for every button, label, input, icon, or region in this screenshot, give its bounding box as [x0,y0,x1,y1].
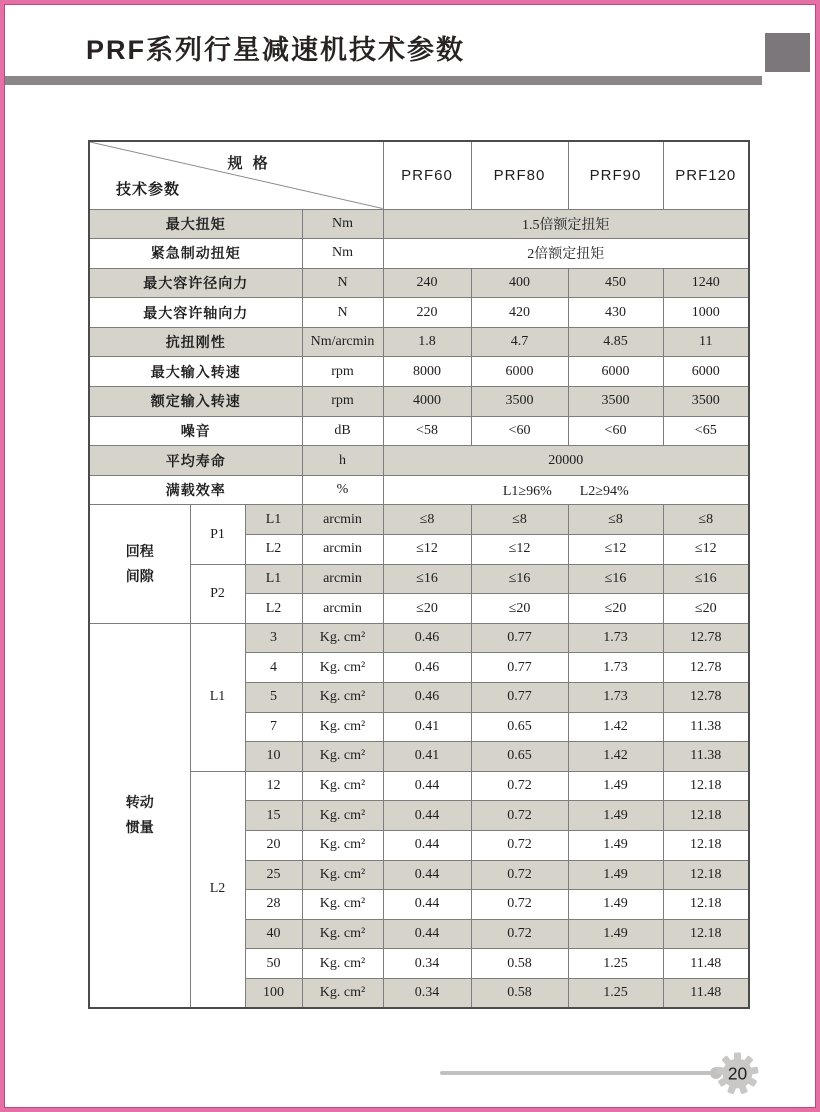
unit-cell: Kg. cm² [302,653,383,683]
value-cell: 0.46 [383,623,471,653]
unit-cell: arcmin [302,505,383,535]
unit-cell: Kg. cm² [302,949,383,979]
value-cell: 1240 [663,268,749,298]
value-cell: 4.85 [568,327,663,357]
value-cell: 420 [471,298,568,328]
param-label: 紧急制动扭矩 [89,239,302,269]
value-cell: 0.72 [471,890,568,920]
value-cell: ≤20 [471,594,568,624]
ratio-cell: 4 [245,653,302,683]
unit-cell: Kg. cm² [302,771,383,801]
value-cell: ≤8 [568,505,663,535]
value-cell: 12.78 [663,653,749,683]
value-cell: ≤12 [383,535,471,565]
grade-cell: P2 [190,564,245,623]
value-cell: 12.78 [663,623,749,653]
level-cell: L2 [245,594,302,624]
value-cell: 0.44 [383,830,471,860]
value-cell: 0.46 [383,683,471,713]
param-label: 满载效率 [89,475,302,505]
value-cell: 3500 [663,387,749,417]
value-cell: 12.18 [663,860,749,890]
section-label [89,505,190,623]
unit-cell: Kg. cm² [302,830,383,860]
value-cell: 12.18 [663,919,749,949]
value-cell: 20000 [383,446,749,476]
value-cell: 8000 [383,357,471,387]
param-label: 噪音 [89,416,302,446]
value-cell: 0.44 [383,801,471,831]
unit-cell: arcmin [302,535,383,565]
value-cell: L1≥96% L2≥94% [383,475,749,505]
value-cell: 0.72 [471,830,568,860]
param-label: 抗扭刚性 [89,327,302,357]
value-cell: ≤16 [471,564,568,594]
section-label [89,623,190,1008]
value-cell: 12.18 [663,890,749,920]
unit-cell: h [302,446,383,476]
unit-cell: N [302,268,383,298]
value-cell: 0.34 [383,949,471,979]
value-cell: 0.65 [471,712,568,742]
value-cell: <58 [383,416,471,446]
value-cell: 220 [383,298,471,328]
unit-cell: Kg. cm² [302,890,383,920]
value-cell: 1.49 [568,919,663,949]
value-cell: 12.18 [663,830,749,860]
ratio-cell: 3 [245,623,302,653]
ratio-cell: 100 [245,978,302,1008]
spec-table [88,140,750,1009]
value-cell: ≤20 [663,594,749,624]
param-label: 最大扭矩 [89,209,302,239]
unit-cell: % [302,475,383,505]
value-cell: <65 [663,416,749,446]
table-corner-cell [89,141,383,209]
value-cell: 11.48 [663,949,749,979]
ratio-cell: 10 [245,742,302,772]
value-cell: 0.72 [471,860,568,890]
value-cell: 0.77 [471,623,568,653]
value-cell: ≤16 [663,564,749,594]
value-cell: 0.77 [471,683,568,713]
value-cell: 1.25 [568,978,663,1008]
value-cell: 11.38 [663,742,749,772]
section-label-text: 回程间隙 [125,542,154,585]
value-cell: 400 [471,268,568,298]
value-cell: 1000 [663,298,749,328]
value-cell: 0.77 [471,653,568,683]
page-number: 20 [727,1063,748,1084]
value-cell: 6000 [663,357,749,387]
value-cell: 3500 [471,387,568,417]
value-cell: 0.46 [383,653,471,683]
value-cell: 1.49 [568,830,663,860]
value-cell: 12.78 [663,683,749,713]
value-cell: 450 [568,268,663,298]
unit-cell: rpm [302,387,383,417]
corner-spec-label: 规 格 [227,155,271,172]
page-number-gear [716,1052,759,1095]
unit-cell: Kg. cm² [302,712,383,742]
unit-cell: Nm [302,209,383,239]
unit-cell: Kg. cm² [302,860,383,890]
value-cell: 0.65 [471,742,568,772]
ratio-cell: 25 [245,860,302,890]
value-cell: 0.44 [383,860,471,890]
value-cell: 1.42 [568,742,663,772]
unit-cell: dB [302,416,383,446]
unit-cell: Kg. cm² [302,683,383,713]
value-cell: 11.38 [663,712,749,742]
ratio-cell: 50 [245,949,302,979]
value-cell: 0.41 [383,712,471,742]
value-cell: 0.34 [383,978,471,1008]
value-cell: 0.44 [383,771,471,801]
value-cell: 1.49 [568,860,663,890]
param-label: 额定输入转速 [89,387,302,417]
title-underline-bar [5,76,762,85]
value-cell: 1.73 [568,623,663,653]
param-label: 最大容许径向力 [89,268,302,298]
ratio-cell: 12 [245,771,302,801]
value-cell: ≤12 [471,535,568,565]
value-cell: 11.48 [663,978,749,1008]
section-label-text: 转动惯量 [125,794,154,836]
level-cell: L1 [190,623,245,771]
unit-cell: rpm [302,357,383,387]
value-cell: ≤8 [383,505,471,535]
value-cell: ≤20 [568,594,663,624]
value-cell: 1.73 [568,683,663,713]
value-cell: 1.8 [383,327,471,357]
value-cell: 0.41 [383,742,471,772]
level-cell: L1 [245,505,302,535]
value-cell: 1.25 [568,949,663,979]
value-cell: ≤8 [471,505,568,535]
value-cell: ≤12 [568,535,663,565]
unit-cell: Kg. cm² [302,742,383,772]
value-cell: 6000 [471,357,568,387]
unit-cell: Nm/arcmin [302,327,383,357]
value-cell: <60 [471,416,568,446]
corner-param-label: 技术参数 [116,180,181,198]
value-cell: ≤16 [568,564,663,594]
unit-cell: Nm [302,239,383,269]
value-cell: 0.72 [471,919,568,949]
value-cell: 6000 [568,357,663,387]
ratio-cell: 20 [245,830,302,860]
value-cell: 1.49 [568,771,663,801]
value-cell: 0.58 [471,949,568,979]
value-cell: 3500 [568,387,663,417]
unit-cell: Kg. cm² [302,978,383,1008]
param-label: 最大容许轴向力 [89,298,302,328]
unit-cell: arcmin [302,564,383,594]
unit-cell: N [302,298,383,328]
ratio-cell: 7 [245,712,302,742]
page-title: PRF系列行星减速机技术参数 [86,35,465,65]
value-cell: 0.44 [383,890,471,920]
value-cell: 430 [568,298,663,328]
value-cell: 4.7 [471,327,568,357]
ratio-cell: 15 [245,801,302,831]
unit-cell: arcmin [302,594,383,624]
value-cell: 12.18 [663,771,749,801]
ratio-cell: 40 [245,919,302,949]
level-cell: L1 [245,564,302,594]
value-cell: 1.49 [568,801,663,831]
column-header: PRF60 [383,141,471,209]
value-cell: ≤8 [663,505,749,535]
level-cell: L2 [245,535,302,565]
value-cell: 0.44 [383,919,471,949]
footer-line [440,1071,716,1075]
value-cell: 1.5倍额定扭矩 [383,209,749,239]
param-label: 平均寿命 [89,446,302,476]
value-cell: 0.58 [471,978,568,1008]
value-cell: 1.42 [568,712,663,742]
grade-cell: P1 [190,505,245,564]
ratio-cell: 28 [245,890,302,920]
value-cell: ≤12 [663,535,749,565]
column-header: PRF90 [568,141,663,209]
param-label: 最大输入转速 [89,357,302,387]
value-cell: 240 [383,268,471,298]
unit-cell: Kg. cm² [302,623,383,653]
value-cell: 0.72 [471,771,568,801]
unit-cell: Kg. cm² [302,801,383,831]
value-cell: <60 [568,416,663,446]
value-cell: ≤20 [383,594,471,624]
corner-accent-block [765,33,810,72]
value-cell: 1.73 [568,653,663,683]
level-cell: L2 [190,771,245,1008]
unit-cell: Kg. cm² [302,919,383,949]
value-cell: 0.72 [471,801,568,831]
value-cell: 1.49 [568,890,663,920]
value-cell: ≤16 [383,564,471,594]
column-header: PRF120 [663,141,749,209]
value-cell: 12.18 [663,801,749,831]
column-header: PRF80 [471,141,568,209]
value-cell: 11 [663,327,749,357]
ratio-cell: 5 [245,683,302,713]
value-cell: 2倍额定扭矩 [383,239,749,269]
value-cell: 4000 [383,387,471,417]
